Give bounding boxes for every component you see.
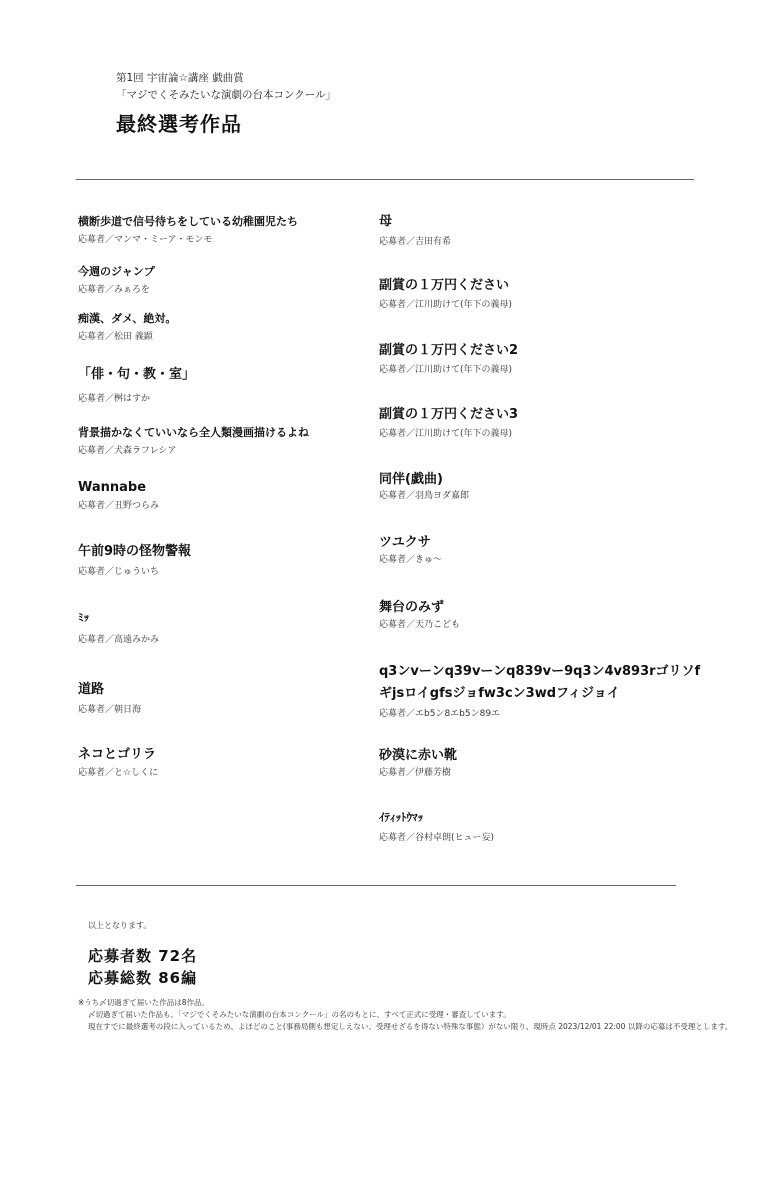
list-item — [379, 746, 719, 780]
entry-author: 応募者／桝はすか — [78, 394, 151, 404]
list-item — [78, 262, 408, 297]
entry-title: 母 — [379, 214, 393, 229]
top-divider — [76, 179, 694, 180]
list-item — [78, 745, 408, 780]
entry-title: 副賞の１万円ください2 — [379, 343, 519, 358]
entry-author: 応募者／吉田有希 — [379, 237, 452, 247]
entry-title: 「俳・句・教・室」 — [78, 367, 196, 382]
list-item — [379, 662, 719, 721]
list-item — [78, 309, 408, 344]
entry-title: ﾐｯ — [78, 611, 89, 624]
entry-author: 応募者／と☆しくに — [78, 768, 159, 778]
list-item — [379, 598, 719, 632]
submission-count: 応募総数 86編 — [88, 969, 198, 987]
entry-author: 応募者／松田 義顕 — [78, 332, 153, 342]
applicant-count: 応募者数 72名 — [88, 947, 198, 965]
list-item — [78, 478, 408, 513]
bottom-divider — [76, 885, 676, 886]
entry-author: 応募者／犬森ラフレシア — [78, 446, 177, 456]
entry-author: 応募者／丑野つらみ — [78, 501, 160, 511]
contest-name: 第1回 宇宙論☆講座 戯曲賞 — [116, 72, 244, 84]
list-item — [379, 276, 719, 312]
list-item — [379, 405, 719, 441]
stats-block — [88, 945, 197, 989]
entry-author: 応募者／朝日海 — [78, 705, 142, 715]
entry-author: 応募者／みぁろを — [78, 285, 151, 295]
list-item — [379, 470, 719, 503]
header — [116, 70, 336, 137]
entry-title: 副賞の１万円ください3 — [379, 407, 519, 422]
entry-author: 応募者／江川助けて(年下の義母) — [379, 429, 513, 439]
entry-author: 応募者／きゅ～ — [379, 555, 443, 565]
entry-author: 応募者／谷村卓朗(ヒュー妄) — [379, 833, 495, 843]
contest-subtitle: 「マジでくそみたいな演劇の台本コンクール」 — [116, 89, 337, 101]
summary — [88, 920, 197, 989]
entry-title: 副賞の１万円ください — [379, 278, 510, 293]
entry-title: ツユクサ — [379, 535, 431, 550]
entry-title: 同伴(戯曲) — [379, 472, 443, 487]
entry-author: 応募者／羽鳥ヨダ嘉郎 — [379, 491, 470, 501]
entry-title: ネコとゴリラ — [78, 747, 157, 762]
entry-author: 応募者／江川助けて(年下の義母) — [379, 300, 513, 310]
footnote: ※うち〆切過ぎて届いた作品は8作品。 — [78, 998, 210, 1007]
entry-author: 応募者／伊藤芳樹 — [379, 768, 452, 778]
entry-title: 舞台のみず — [379, 600, 445, 615]
list-item — [379, 808, 719, 845]
entry-author: 応募者／江川助けて(年下の義母) — [379, 365, 513, 375]
list-item — [379, 212, 719, 249]
list-item — [78, 680, 408, 717]
entry-title: ｲﾃｨｯﾄｳﾏｯ — [379, 811, 423, 824]
list-item — [78, 608, 408, 647]
list-item — [78, 365, 408, 406]
entry-title: 今週のジャンプ — [78, 265, 155, 278]
list-item — [78, 423, 408, 458]
entry-title: 午前9時の怪物警報 — [78, 544, 192, 559]
list-item — [379, 341, 719, 377]
footnote: 現在すでに最終選考の段に入っているため、よほどのこと(事務局側も想定しえない、受理せざるを得ない特殊な事態）がない限り、現時点 2023/12/01 22:00 以降の応募は不受理とします。 — [88, 1022, 733, 1031]
page-title: 最終選考作品 — [116, 112, 242, 136]
entry-title-continued: ギjsロイgfsジョfw3cン3wdフィジョイ — [379, 686, 620, 701]
entry-title: 背景描かなくていいなら全人類漫画描けるよね — [78, 426, 309, 439]
entry-title: 横断歩道で信号待ちをしている幼稚園児たち — [78, 215, 298, 228]
entry-author: 応募者／天乃こども — [379, 620, 461, 630]
footnotes — [78, 997, 732, 1033]
entry-author: 応募者／じゅういち — [78, 567, 160, 577]
closing-note: 以上となります。 — [88, 921, 152, 930]
entry-title: Wannabe — [78, 480, 147, 495]
list-item — [379, 533, 719, 567]
list-item — [78, 212, 408, 247]
footnote: 〆切過ぎて届いた作品も、「マジでくそみたいな演劇の台本コンクール」の名のもとに、すべて正式に受理・審査しています。 — [88, 1010, 511, 1019]
entry-title: 砂漠に赤い靴 — [379, 748, 458, 763]
list-item — [78, 542, 408, 579]
entry-title: q3ンvーンq39vーンq839vー9q3ン4v893rゴリソf — [379, 664, 701, 679]
entry-title: 痴漢、ダメ、絶対。 — [78, 312, 177, 325]
entry-author: 応募者／マンマ・ミーア・モンモ — [78, 235, 213, 245]
entry-author: 応募者／エb5ン8エb5ン89エ — [379, 709, 501, 719]
entry-title: 道路 — [78, 682, 105, 697]
entry-author: 応募者／高遠みかみ — [78, 635, 160, 645]
